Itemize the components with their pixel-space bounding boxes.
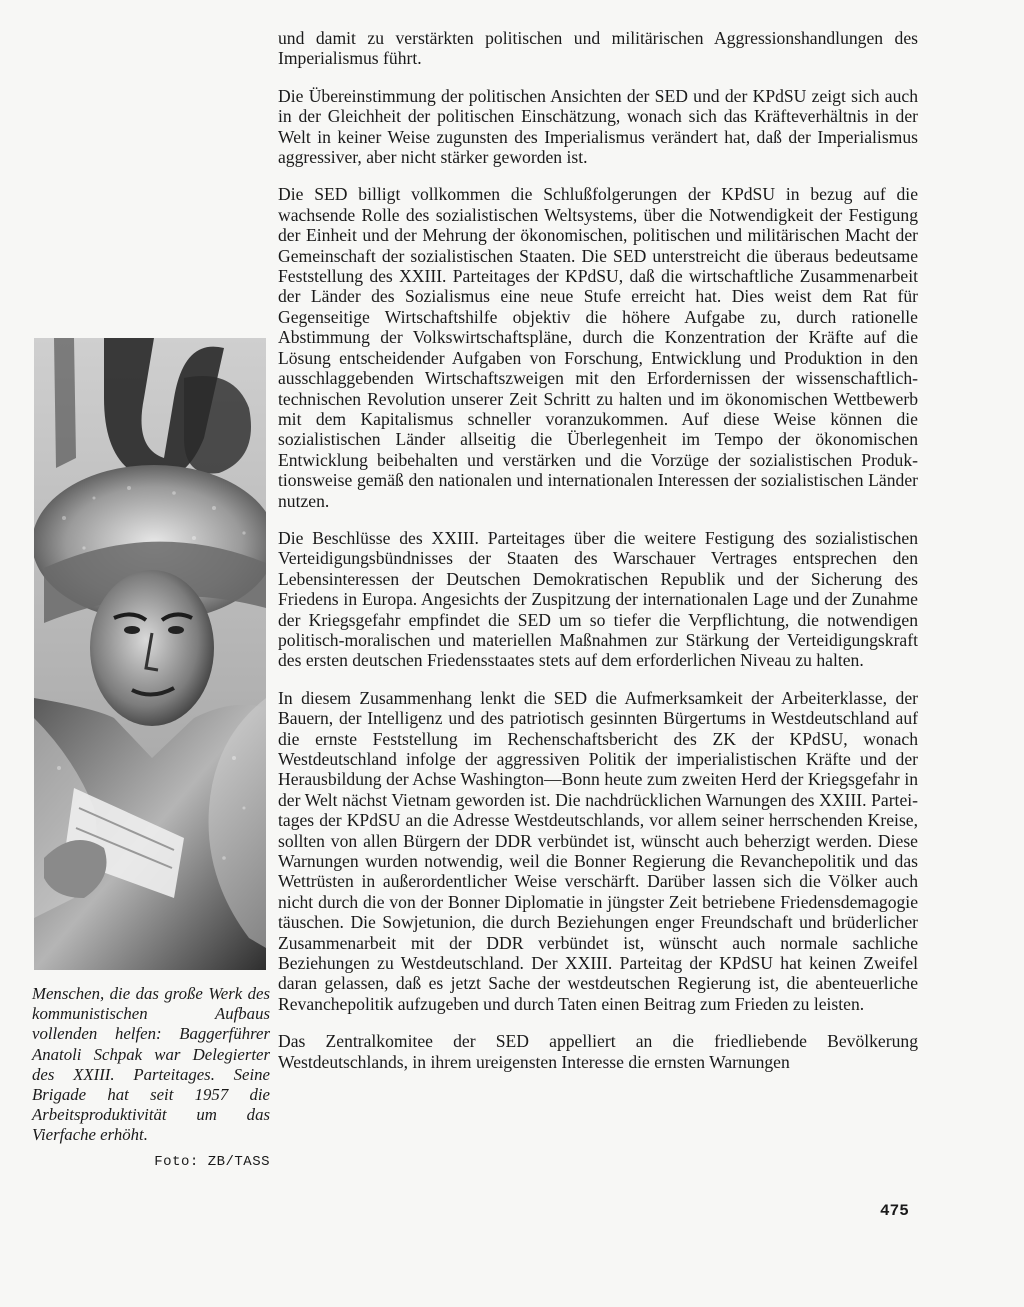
photo-caption: Menschen, die das große Werk des kommunistischen Aufbaus vollenden helfen: Baggerführer Anatoli Schpak war Delegierter des XXIII. Parteitages. Seine Brigade hat seit 1957 die Arbeitsproduktivität um das Vierfache erhöht. bbox=[32, 984, 270, 1145]
paragraph-1: und damit zu verstärkten politischen und militärischen Aggressionshandlungen des Imperialismus führt. bbox=[278, 28, 918, 69]
photo-column bbox=[32, 338, 270, 1170]
paragraph-3: Die SED billigt vollkommen die Schlußfolgerungen der KPdSU in bezug auf die wachsende Rolle des sozialistischen Weltsystems, über die Notwendigkeit der Festigung der Einheit und der Mehrung der ökonomischen, politischen und militärischen Macht der Gemeinschaft der sozialistischen Staaten. Die SED unterstreicht die überaus bedeutsame Feststellung des XXIII. Parteitages der KPdSU, daß die wirtschaftliche Zusammenarbeit der Länder des Sozialismus eine neue Stufe erreicht hat. Dies weist dem Rat für Gegenseitige Wirtschaftshilfe objektiv die höhere Aufgabe zu, durch rationelle Abstimmung der Volkswirtschaftspläne, durch die Konzentration der Kräfte auf die Lösung entscheidender Aufgaben von Forschung, Entwicklung und Produktion in den ausschlaggebenden Wirtschaftszweigen mit den Erfordernissen der wissenschaftlich-technischen Revolution unserer Zeit Schritt zu halten und im ökonomischen Wettbewerb mit dem Kapitalismus schneller voranzukommen. Auf diese Weise können die sozialistischen Länder allseitig die Überlegenheit im Tempo der ökonomischen Entwicklung beibehalten und verstärken und die Vorzüge der sozialistischen Produktionsweise gemäß den nationalen und internationalen Interessen der sozialistischen Länder nutzen. bbox=[278, 184, 918, 511]
portrait-photo-illustration bbox=[34, 338, 266, 970]
paragraph-6: Das Zentralkomitee der SED appelliert an die friedliebende Bevölkerung Westdeutschlands, in ihrem ureigensten Interesse die ernsten Warnungen bbox=[278, 1031, 918, 1072]
portrait-photo bbox=[34, 338, 266, 970]
paragraph-5: In diesem Zusammenhang lenkt die SED die Aufmerksamkeit der Arbeiterklasse, der Bauern, der Intelligenz und des patriotisch gesinnten Bürgertums in Westdeutschland auf die ernste Feststellung im Rechenschaftsbericht des ZK der KPdSU, wonach Westdeutschland infolge der aggressiven Politik der imperialistischen Kräfte und der Herausbildung der Achse Washington—Bonn heute zum zweiten Herd der Kriegsgefahr in der Welt nächst Vietnam geworden ist. Die nachdrücklichen Warnungen des XXIII. Parteitages der KPdSU an die Adresse Westdeutschlands, vor allem seiner herrschenden Kreise, sollten von allen Bürgern der DDR verbündet ist, wünscht auch beherzigt werden. Diese Warnungen wurden notwendig, weil die Bonner Regierung die Revanchepolitik und das Wettrüsten in außerordentlicher Weise verschärft. Darüber lassen sich die Völker auch nicht durch die von der Bonner Diplomatie in jüngster Zeit betriebene Friedensdemagogie täuschen. Die Sowjetunion, die durch Beziehungen enger Freundschaft und brüderlicher Zusammenarbeit mit der DDR verbündet ist, wünscht auch normale sachliche Beziehungen zu Westdeutschland. Der XXIII. Parteitag der KPdSU hat keinen Zweifel daran gelassen, daß es jetzt Sache der westdeutschen Regierung ist, die abenteuerliche Revanchepolitik aufzugeben und durch Taten einen Beitrag zum Frieden zu leisten. bbox=[278, 687, 918, 1014]
paragraph-4: Die Beschlüsse des XXIII. Parteitages über die weitere Festigung des sozialistischen Verteidigungsbündnisses der Staaten des Warschauer Vertrages entsprechen den Lebensinteressen der Deutschen Demokratischen Republik und der Sicherung des Friedens in Europa. Angesichts der Zuspitzung der internationalen Lage und der Zunahme der Kriegsgefahr empfindet die SED um so tiefer die Verpflichtung, die notwendigen politisch-moralischen und materiellen Maßnahmen zur Stärkung der Verteidigungskraft des ersten deutschen Friedensstaates stets auf dem erforderlichen Niveau zu halten. bbox=[278, 527, 918, 671]
main-text-column bbox=[278, 28, 918, 1089]
page-number: 475 bbox=[880, 1202, 909, 1220]
paragraph-2: Die Übereinstimmung der politischen Ansichten der SED und der KPdSU zeigt sich auch in der Gleichheit der politischen Einschätzung, wonach sich das Kräfteverhältnis in der Welt in keiner Weise zugunsten des Imperialismus verändert hat, daß der Imperialismus aggressiver, aber nicht stärker geworden ist. bbox=[278, 85, 918, 168]
photo-credit: Foto: ZB/TASS bbox=[154, 1153, 270, 1170]
